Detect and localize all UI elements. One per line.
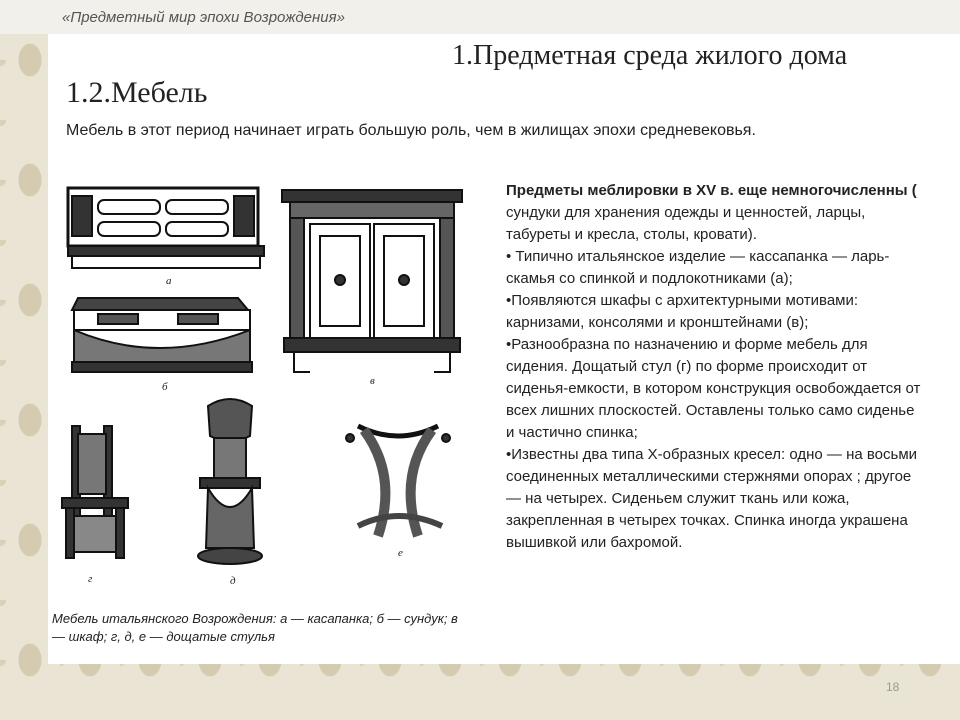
lead-paragraph bbox=[506, 180, 926, 246]
list-item: •Появляются шкафы с архитектурными мотивами: карнизами, консолями и кронштейнами (в); bbox=[506, 292, 859, 331]
list-item: • Типично итальянское изделие — кассапанка — ларь-скамья со спинкой и подлокотниками (а); bbox=[506, 248, 890, 287]
list-item: •Известны два типа Х-образных кресел: одно — на восьми соединенных металлическими стержнями опорах ; другое — на четырех. Сиденьем служит ткань или кожа, закрепленная в четырех точках. Спинка иногда украшена вышивкой или бахромой. bbox=[506, 446, 918, 551]
chest-drawing bbox=[72, 298, 252, 372]
slide-title: 1.Предметная среда жилого дома bbox=[452, 40, 848, 71]
figure-label-e: е bbox=[398, 547, 403, 559]
figure-label-a: а bbox=[166, 275, 172, 287]
list-item: •Разнообразна по назначению и форме мебель для сидения. Дощатый стул (г) по форме происходит от сиденья-емкости, в котором конструкция освобождается от всех лишних плоскостей. Оставлены только само сиденье и частично спинка; bbox=[506, 336, 921, 441]
section-subtitle: 1.2.Мебель bbox=[66, 76, 208, 109]
lead-rest: сундуки для хранения одежды и ценностей, ларцы, табуреты и кресла, столы, кровати). bbox=[506, 204, 866, 243]
figure-label-d: д bbox=[230, 575, 236, 587]
furniture-illustration bbox=[58, 176, 478, 596]
figure-caption: Мебель итальянского Возрождения: а — касапанка; б — сундук; в — шкаф; г, д, е — дощатые стулья bbox=[52, 611, 458, 644]
figure-label-v: в bbox=[370, 375, 375, 387]
chair-g-drawing bbox=[62, 426, 128, 558]
lead-bold: Предметы меблировки в XV в. еще немногочисленны ( bbox=[506, 182, 917, 199]
figure-label-b: б bbox=[162, 381, 168, 393]
body-text bbox=[506, 180, 926, 554]
presentation-title: «Предметный мир эпохи Возрождения» bbox=[62, 9, 345, 26]
header-bar bbox=[0, 0, 960, 34]
figure-label-g: г bbox=[88, 573, 93, 585]
intro-text: Мебель в этот период начинает играть большую роль, чем в жилищах эпохи средневековья. bbox=[66, 122, 756, 139]
cabinet-drawing bbox=[282, 190, 462, 372]
cassapanca-drawing bbox=[68, 188, 264, 268]
x-chair-drawing bbox=[346, 426, 450, 536]
page-number: 18 bbox=[886, 680, 900, 694]
chair-d-drawing bbox=[198, 399, 262, 564]
